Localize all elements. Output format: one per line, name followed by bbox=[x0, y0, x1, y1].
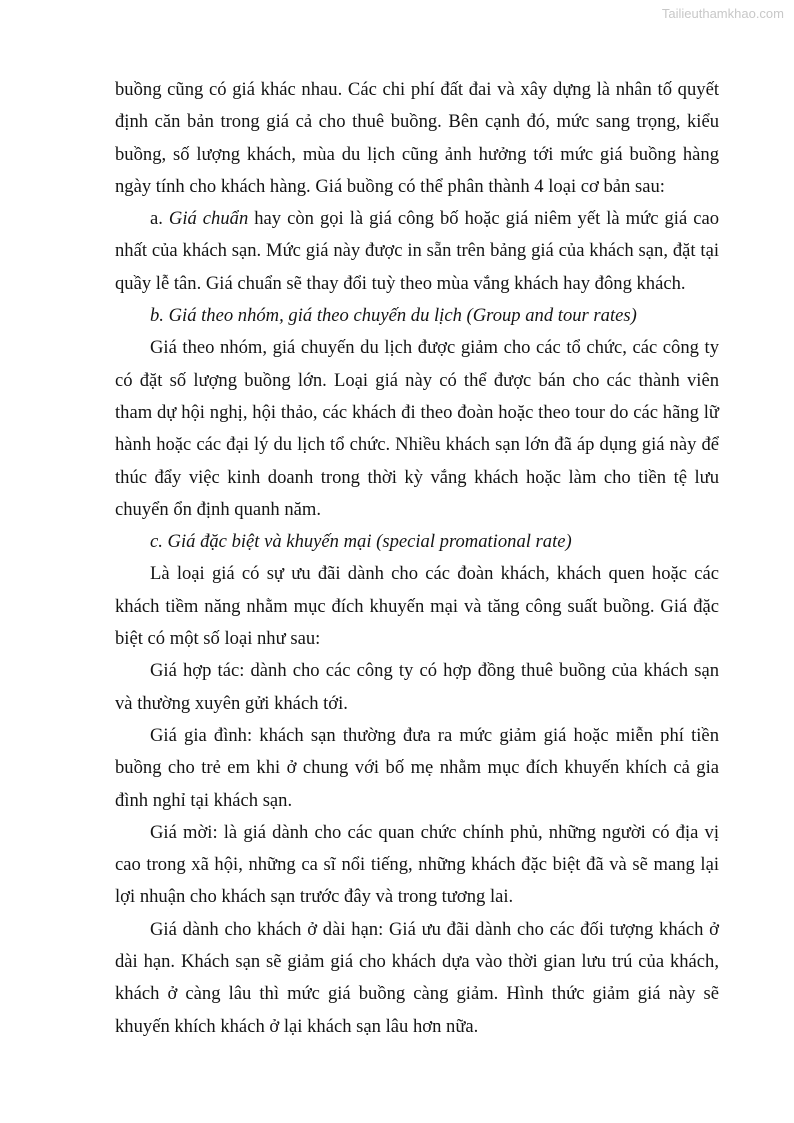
paragraph-standard-rate bbox=[115, 203, 719, 300]
paragraph-special-rate-intro: Là loại giá có sự ưu đãi dành cho các đoàn khách, khách quen hoặc các khách tiềm năng nhằm mục đích khuyến mại và tăng công suất buồng. Giá đặc biệt có một số loại như sau: bbox=[115, 563, 719, 650]
paragraph-room-price-intro: buồng cũng có giá khác nhau. Các chi phí đất đai và xây dựng là nhân tố quyết định căn bản trong giá cả cho thuê buồng. Bên cạnh đó, mức sang trọng, kiểu buồng, số lượng khách, mùa du lịch cũng ảnh hưởng tới mức giá buồng hàng ngày tính cho khách hàng. Giá buồng có thể phân thành 4 loại cơ bản sau: bbox=[115, 79, 719, 197]
heading-special-promotional-rate: c. Giá đặc biệt và khuyến mại (special promational rate) bbox=[150, 531, 572, 553]
watermark-text: Tailieuthamkhao.com bbox=[661, 6, 784, 21]
standard-rate-description: hay còn gọi là giá công bố hoặc giá niêm yết là mức giá cao nhất của khách sạn. Mức giá này được in sẵn trên bảng giá của khách sạn, đặt tại quầy lễ tân. Giá chuẩn sẽ thay đổi tuỳ theo mùa vắng khách hay đông khách. bbox=[115, 208, 719, 294]
heading-group-tour-rates: b. Giá theo nhóm, giá theo chuyến du lịch (Group and tour rates) bbox=[150, 305, 637, 327]
paragraph-family-rate: Giá gia đình: khách sạn thường đưa ra mức giảm giá hoặc miễn phí tiền buồng cho trẻ em khi ở chung với bố mẹ nhằm mục đích khuyến khích cả gia đình nghỉ tại khách sạn. bbox=[115, 724, 719, 811]
paragraph-long-stay-rate: Giá dành cho khách ở dài hạn: Giá ưu đãi dành cho các đối tượng khách ở dài hạn. Khách sạn sẽ giảm giá cho khách dựa vào thời gian lưu trú của khách, khách ở càng lâu thì mức giá buồng càng giảm. Hình thức giảm giá này sẽ khuyến khích khách ở lại khách sạn lâu hơn nữa. bbox=[115, 918, 719, 1037]
term-standard-rate: Giá chuẩn bbox=[168, 208, 249, 230]
document-body bbox=[115, 74, 719, 1043]
paragraph-group-tour-rates: Giá theo nhóm, giá chuyến du lịch được giảm cho các tổ chức, các công ty có đặt số lượng buồng lớn. Loại giá này có thể được bán cho các thành viên tham dự hội nghị, hội thảo, các khách đi theo đoàn hoặc theo tour do các hãng lữ hành hoặc các đại lý du lịch tổ chức. Nhiều khách sạn lớn đã áp dụng giá này để thúc đẩy việc kinh doanh trong thời kỳ vắng khách hoặc làm cho tiền tệ lưu chuyển ổn định quanh năm. bbox=[115, 337, 719, 520]
paragraph-complimentary-rate: Giá mời: là giá dành cho các quan chức chính phủ, những người có địa vị cao trong xã hội, những ca sĩ nổi tiếng, những khách đặc biệt đã và sẽ mang lại lợi nhuận cho khách sạn trước đây và trong tương lai. bbox=[115, 821, 719, 908]
paragraph-corporate-rate: Giá hợp tác: dành cho các công ty có hợp đồng thuê buồng của khách sạn và thường xuyên gửi khách tới. bbox=[115, 660, 719, 714]
list-marker-a: a. bbox=[150, 208, 169, 230]
